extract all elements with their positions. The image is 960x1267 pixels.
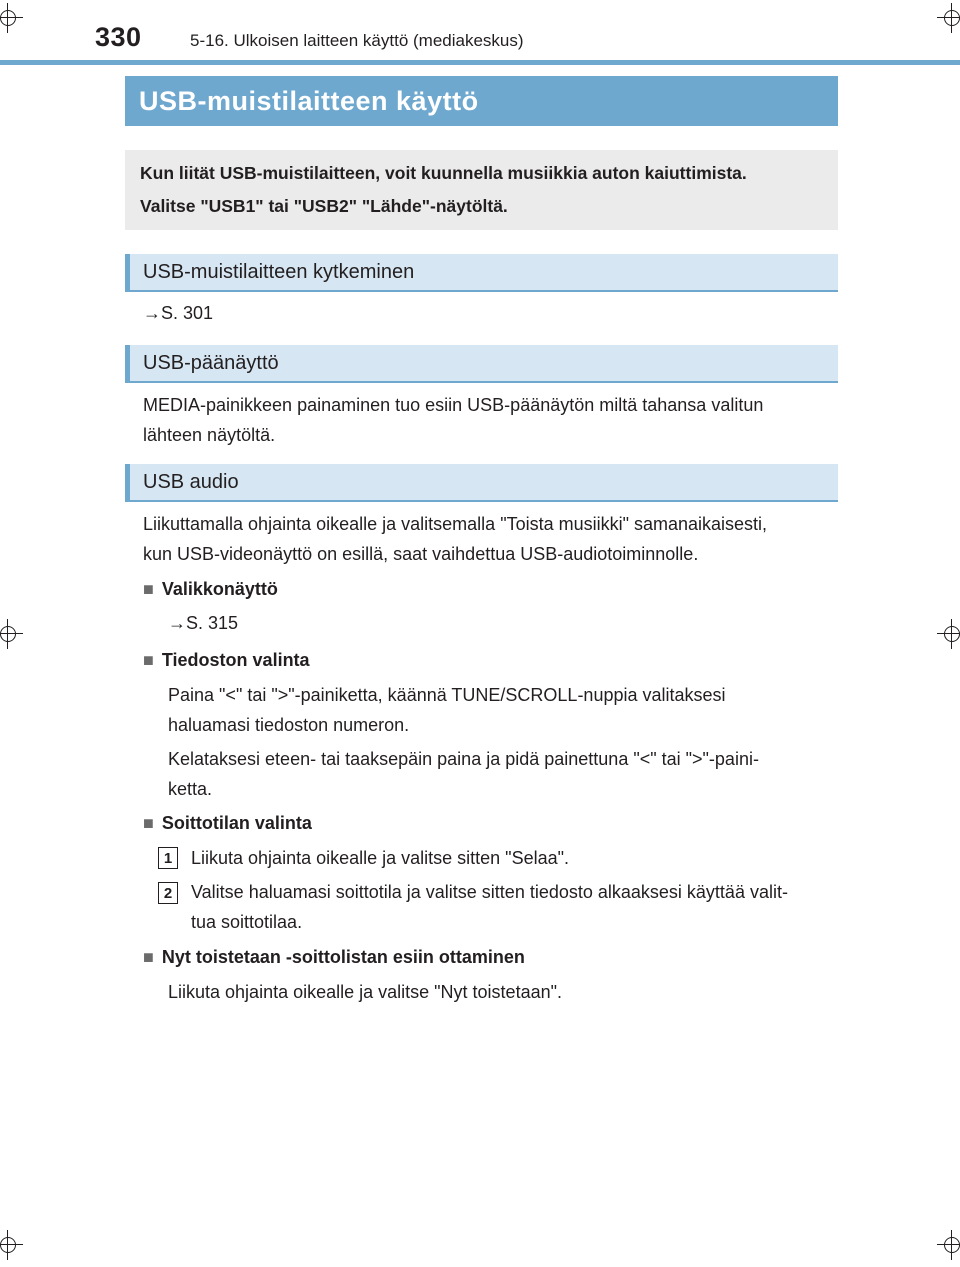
step-number-badge: 2 [158, 882, 178, 904]
bullet-play-mode [143, 809, 312, 837]
step-number-badge: 1 [158, 847, 178, 869]
intro-line-1: Kun liität USB-muistilaitteen, voit kuunnella musiikkia auton kaiuttimista. [140, 163, 747, 183]
intro-line-2: Valitse "USB1" tai "USB2" "Lähde"-näytöltä. [140, 196, 508, 216]
bullet-menu-title: Valikkonäyttö [161, 579, 278, 599]
bullet-square-icon: ■ [143, 579, 154, 599]
file-select-paragraph-2 [168, 744, 833, 804]
step-2-text-line-2: tua soittotilaa. [191, 912, 303, 932]
intro-box [125, 150, 838, 230]
crop-mark-bottom-right [937, 1230, 960, 1260]
step-2-text [191, 877, 833, 937]
bullet-now-playing-title: Nyt toistetaan -soittolistan esiin ottaminen [161, 947, 525, 967]
file-select-p1-line-1: Paina "<" tai ">"-painiketta, käännä TUNE/SCROLL-nuppia valitaksesi [168, 685, 726, 705]
bullet-square-icon: ■ [143, 650, 154, 670]
file-select-paragraph-1 [168, 680, 833, 740]
file-select-p2-line-1: Kelataksesi eteen- tai taaksepäin paina ja pidä painettuna "<" tai ">"-paini- [168, 749, 759, 769]
section-heading-usb-audio: USB audio [125, 464, 838, 502]
crop-mark-mid-right [937, 619, 960, 649]
bullet-now-playing [143, 943, 525, 971]
usb-audio-text-line-2: kun USB-videonäyttö on esillä, saat vaihdettua USB-audiotoiminnolle. [143, 544, 699, 564]
crop-mark-top-left [0, 3, 23, 33]
crop-mark-mid-left [0, 619, 23, 649]
bullet-menu-screen [143, 575, 278, 603]
main-screen-text-line-1: MEDIA-painikkeen painaminen tuo esiin USB-päänäytön miltä tahansa valitun [143, 395, 764, 415]
section-heading-connect: USB-muistilaitteen kytkeminen [125, 254, 838, 292]
bullet-play-mode-title: Soittotilan valinta [161, 813, 312, 833]
bullet-square-icon: ■ [143, 813, 154, 833]
page-number: 330 [95, 22, 142, 52]
menu-page-reference-link[interactable]: →S. 315 [168, 613, 239, 633]
step-1-text: Liikuta ohjainta oikealle ja valitse sitten "Selaa". [191, 848, 569, 868]
now-playing-text: Liikuta ohjainta oikealle ja valitse "Nyt toistetaan". [168, 982, 562, 1002]
header-rule [0, 60, 960, 65]
crop-mark-bottom-left [0, 1230, 23, 1260]
bullet-square-icon: ■ [143, 947, 154, 967]
file-select-p2-line-2: ketta. [168, 779, 213, 799]
page-reference-link[interactable]: →S. 301 [143, 303, 214, 323]
usb-audio-text [143, 509, 833, 569]
chapter-title: 5-16. Ulkoisen laitteen käyttö (mediakeskus) [190, 31, 524, 50]
crop-mark-top-right [937, 3, 960, 33]
section-heading-main-screen: USB-päänäyttö [125, 345, 838, 383]
main-screen-text-line-2: lähteen näytöltä. [143, 425, 276, 445]
bullet-file-select-title: Tiedoston valinta [161, 650, 310, 670]
main-screen-text [143, 390, 833, 450]
bullet-file-select [143, 646, 310, 674]
step-2-text-line-1: Valitse haluamasi soittotila ja valitse sitten tiedosto alkaaksesi käyttää valit- [191, 882, 788, 902]
file-select-p1-line-2: haluamasi tiedoston numeron. [168, 715, 410, 735]
page-title: USB-muistilaitteen käyttö [125, 76, 838, 126]
usb-audio-text-line-1: Liikuttamalla ohjainta oikealle ja valitsemalla "Toista musiikki" samanaikaisesti, [143, 514, 768, 534]
